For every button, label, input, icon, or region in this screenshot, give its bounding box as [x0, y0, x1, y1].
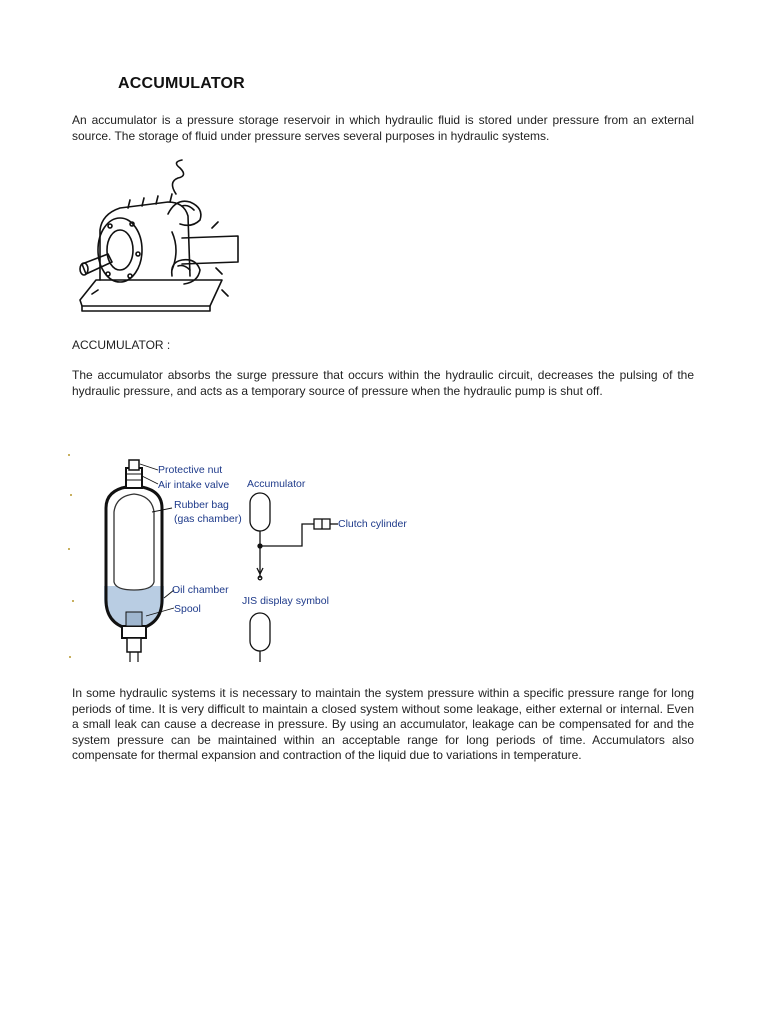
section-subheading: ACCUMULATOR : [72, 338, 171, 352]
label-gas-chamber: (gas chamber) [174, 513, 242, 525]
label-clutch-cylinder: Clutch cylinder [338, 518, 407, 530]
label-jis-symbol: JIS display symbol [242, 595, 329, 607]
description-paragraph: The accumulator absorbs the surge pressure that occurs within the hydraulic circuit, decreases the pulsing of the hydraulic pressure, and acts as a temporary source of pressure when the hydraulic pump is shut off. [72, 368, 694, 398]
label-accumulator: Accumulator [247, 478, 306, 490]
page-title: ACCUMULATOR [118, 75, 245, 92]
pump-cartoon-illustration [72, 158, 254, 318]
intro-paragraph: An accumulator is a pressure storage reservoir in which hydraulic fluid is stored under pressure from an external source. The storage of fluid under pressure serves several purposes in hydraulic systems. [72, 113, 694, 143]
label-spool: Spool [174, 603, 201, 615]
label-air-intake-valve: Air intake valve [158, 479, 230, 491]
closing-paragraph: In some hydraulic systems it is necessary to maintain the system pressure within a specific pressure range for long periods of time. It is very difficult to maintain a closed system without some leakage, either external or internal. Even a small leak can cause a decrease in pressure. By using an accumulator, leakage can be compensated for and the system pressure can be maintained within an acceptable range for long periods of time. Accumulators also compensate for thermal expansion and contraction of the liquid due to variations in temperature. [72, 686, 694, 762]
accumulator-diagram [66, 450, 416, 672]
accumulator-circuit-symbol [250, 493, 338, 580]
label-rubber-bag: Rubber bag [174, 499, 229, 511]
jis-accumulator-symbol [250, 613, 270, 662]
scan-artifact-marks [68, 454, 74, 658]
accumulator-cross-section [104, 460, 164, 662]
label-protective-nut: Protective nut [158, 464, 223, 476]
label-oil-chamber: Oil chamber [172, 584, 229, 596]
